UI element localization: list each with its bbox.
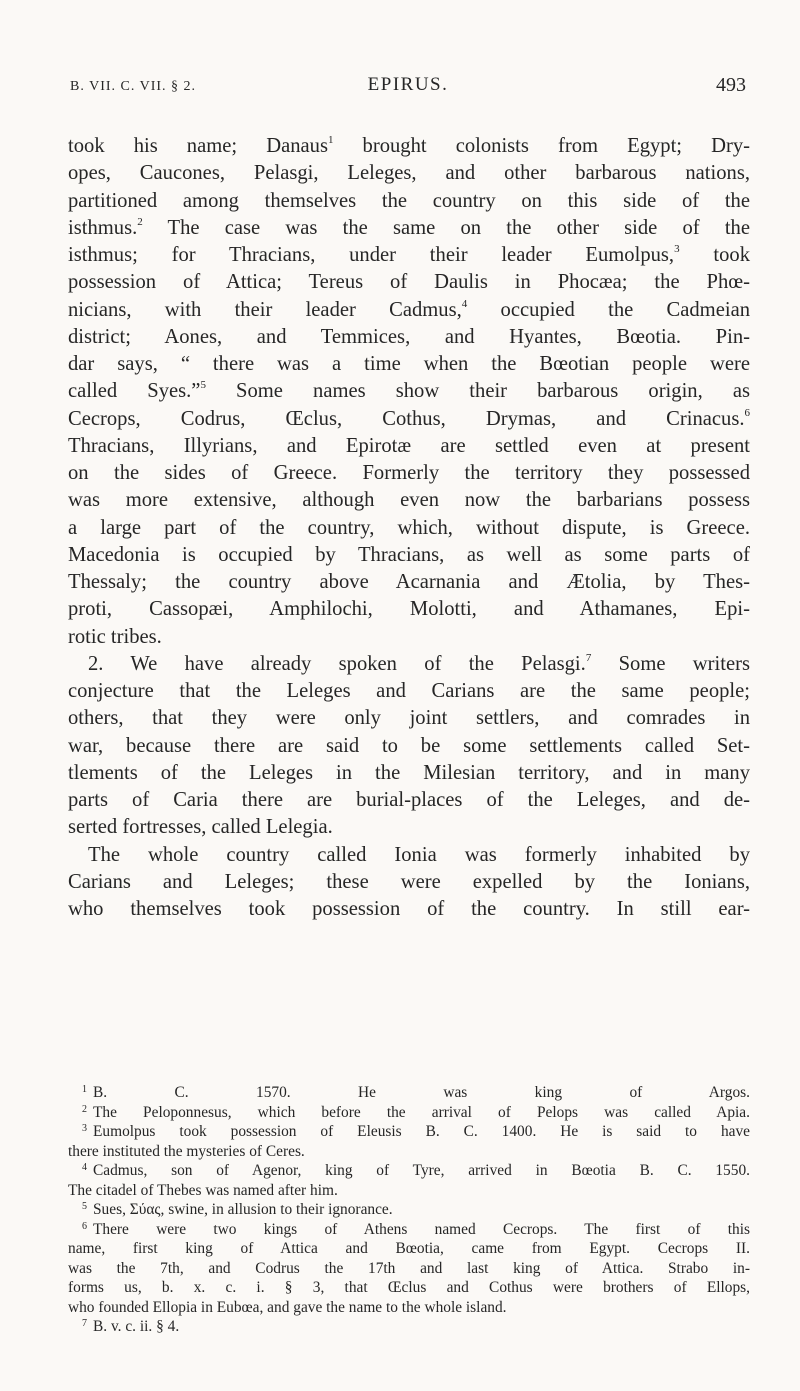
footnote-ref[interactable]: 2 bbox=[137, 215, 143, 228]
footnote-5: $^5$ Sues, Σύας, swine, in allusion to their ignorance. bbox=[82, 1201, 393, 1218]
text-line: a large part of the country, which, without dispute, is Greece. bbox=[68, 516, 750, 539]
text-line: The whole country called Ionia was formerly inhabited by bbox=[88, 843, 750, 866]
footnote-continuation: The citadel of Thebes was named after him. bbox=[68, 1181, 338, 1199]
footnote-2: $^2$ The Peloponnesus, which before the arrival of Pelops was called Apia. bbox=[82, 1103, 750, 1121]
footnote-ref[interactable]: 7 bbox=[585, 651, 592, 664]
paragraph-1 bbox=[68, 133, 750, 651]
text-line: isthmus.$^2$ The case was the same on the other side of the bbox=[68, 215, 750, 239]
footnote-4: $^4$ Cadmus, son of Agenor, king of Tyre, arrived in Bœotia B. C. 1550. bbox=[82, 1162, 750, 1179]
text-line: rotic tribes. bbox=[68, 625, 162, 648]
running-header bbox=[70, 74, 746, 100]
text-line: took his name; Danaus$^1$ brought colonists from Egypt; Dry- bbox=[68, 134, 750, 157]
text-line: district; Aones, and Temmices, and Hyantes, Bœotia. Pin- bbox=[68, 325, 750, 348]
footnote-continuation: was the 7th, and Codrus the 17th and last king of Attica. Strabo in- bbox=[68, 1259, 750, 1277]
footnote-ref[interactable]: 3 bbox=[674, 243, 680, 255]
text-line: possession of Attica; Tereus of Daulis in Phocæa; the Phœ- bbox=[68, 271, 750, 294]
text-line: others, that they were only joint settlers, and comrades in bbox=[68, 707, 750, 730]
text-line: tlements of the Leleges in the Milesian territory, and in many bbox=[68, 761, 750, 784]
text-line: Macedonia is occupied by Thracians, as well as some parts of bbox=[68, 543, 750, 566]
footnote-7: $^7$ B. v. c. ii. § 4. bbox=[82, 1318, 180, 1335]
footnote-continuation: forms us, b. x. c. i. § 3, that Œclus and Cothus were brothers of Ellops, bbox=[68, 1279, 750, 1296]
text-line: who themselves took possession of the country. In still ear- bbox=[68, 898, 750, 920]
page-number: 493 bbox=[716, 74, 746, 96]
text-line: Thracians, Illyrians, and Epirotæ are settled even at present bbox=[68, 434, 750, 457]
header-title: EPIRUS. bbox=[367, 74, 449, 95]
footnote-continuation: name, first king of Attica and Bœotia, came from Egypt. Cecrops II. bbox=[68, 1240, 750, 1257]
footnote-ref[interactable]: 6 bbox=[744, 406, 750, 419]
text-line: on the sides of Greece. Formerly the territory they possessed bbox=[68, 462, 750, 484]
text-line: opes, Caucones, Pelasgi, Leleges, and other barbarous nations, bbox=[68, 162, 750, 185]
footnote-1: $^1$ B. C. 1570. He was king of Argos. bbox=[82, 1084, 750, 1101]
text-line: serted fortresses, called Lelegia. bbox=[68, 816, 333, 839]
text-line: Thessaly; the country above Acarnania and Ætolia, by Thes- bbox=[68, 571, 750, 593]
text-line: proti, Cassopæi, Amphilochi, Molotti, and Athamanes, Epi- bbox=[68, 598, 750, 621]
text-line: called Syes.”$^5$ Some names show their barbarous origin, as bbox=[68, 379, 750, 403]
paragraph-2 bbox=[68, 651, 750, 842]
main-text bbox=[68, 133, 750, 923]
footnote-continuation: there instituted the mysteries of Ceres. bbox=[68, 1142, 305, 1160]
text-line: Carians and Leleges; these were expelled by the Ionians, bbox=[68, 870, 750, 893]
footnote-3: $^3$ Eumolpus took possession of Eleusis B. C. 1400. He is said to have bbox=[82, 1123, 750, 1140]
header-section-ref: B. VII. C. VII. § 2. bbox=[70, 79, 197, 94]
footnote-ref[interactable]: 5 bbox=[200, 379, 206, 392]
paragraph-3 bbox=[68, 842, 750, 924]
text-line: conjecture that the Leleges and Carians are the same people; bbox=[68, 680, 750, 702]
text-line: isthmus; for Thracians, under their leader Eumolpus,$^3$ took bbox=[68, 243, 750, 266]
footnote-ref[interactable]: 1 bbox=[327, 134, 334, 146]
text-line: 2. We have already spoken of the Pelasgi.$^7$ Some writers bbox=[88, 651, 750, 675]
footnote-continuation: who founded Ellopia in Eubœa, and gave the name to the whole island. bbox=[68, 1298, 507, 1316]
footnotes bbox=[68, 1083, 750, 1337]
text-line: dar says, “ there was a time when the Bœotian people were bbox=[68, 353, 750, 375]
text-line: parts of Caria there are burial-places of the Leleges, and de- bbox=[68, 789, 750, 811]
text-line: war, because there are said to be some settlements called Set- bbox=[68, 734, 750, 757]
text-line: nicians, with their leader Cadmus,$^4$ occupied the Cadmeian bbox=[68, 297, 751, 321]
footnote-6: $^6$ There were two kings of Athens named Cecrops. The first of this bbox=[82, 1220, 750, 1238]
text-line: was more extensive, although even now the barbarians possess bbox=[68, 489, 750, 512]
text-line: partitioned among themselves the country on this side of the bbox=[68, 189, 750, 212]
text-line: Cecrops, Codrus, Œclus, Cothus, Drymas, and Crinacus.$^6$ bbox=[68, 406, 750, 430]
footnote-ref[interactable]: 4 bbox=[461, 297, 468, 310]
